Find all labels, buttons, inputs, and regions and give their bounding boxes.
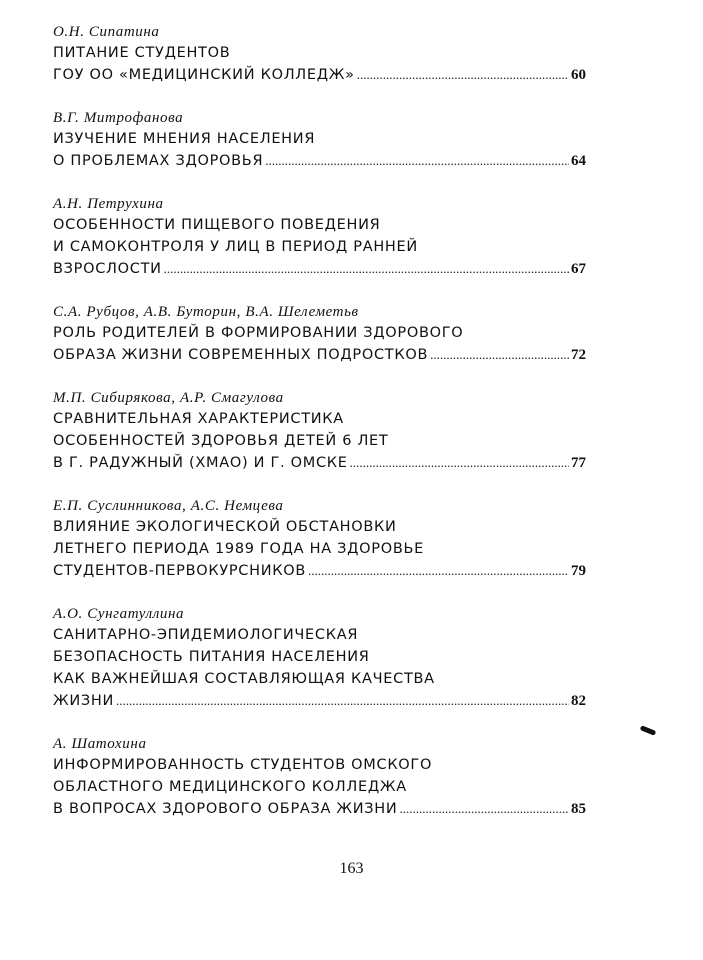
entry-page-number: 82 [571, 693, 586, 709]
entry-author: А.О. Сунгатуллина [53, 606, 185, 622]
scan-mark [640, 725, 657, 736]
page-number: 163 [339, 860, 364, 877]
toc-entry [53, 388, 586, 474]
entry-title-line: ИНФОРМИРОВАННОСТЬ СТУДЕНТОВ ОМСКОГО [53, 757, 433, 773]
dot-leader [265, 150, 569, 172]
entry-title-last-line [53, 64, 586, 86]
entry-page-number: 60 [571, 67, 586, 83]
entry-title-line: ОСОБЕННОСТИ ПИЩЕВОГО ПОВЕДЕНИЯ [53, 217, 381, 233]
entry-page-number: 67 [571, 261, 586, 277]
dot-leader [430, 344, 569, 366]
toc-entry [53, 496, 586, 582]
toc-entry [53, 108, 586, 172]
entry-title-text: В ВОПРОСАХ ЗДОРОВОГО ОБРАЗА ЖИЗНИ [53, 801, 398, 817]
entry-author: А. Шатохина [53, 736, 147, 752]
entry-page-number: 77 [571, 455, 586, 471]
entry-title-line: САНИТАРНО-ЭПИДЕМИОЛОГИЧЕСКАЯ [53, 627, 359, 643]
entry-page-number: 64 [571, 153, 586, 169]
entry-title-text: ВЗРОСЛОСТИ [53, 261, 162, 277]
entry-title-line: ИЗУЧЕНИЕ МНЕНИЯ НАСЕЛЕНИЯ [53, 131, 316, 147]
entry-title-last-line [53, 258, 586, 280]
toc-entry [53, 604, 586, 712]
dot-leader [308, 560, 569, 582]
entry-title-last-line [53, 150, 586, 172]
entry-title-line: ОСОБЕННОСТЕЙ ЗДОРОВЬЯ ДЕТЕЙ 6 ЛЕТ [53, 433, 389, 449]
entry-title-text: В Г. РАДУЖНЫЙ (ХМАО) И Г. ОМСКЕ [53, 455, 348, 471]
toc-entry [53, 734, 586, 820]
entry-title-last-line [53, 798, 586, 820]
entry-title-line: И САМОКОНТРОЛЯ У ЛИЦ В ПЕРИОД РАННЕЙ [53, 239, 418, 255]
entry-title-line: БЕЗОПАСНОСТЬ ПИТАНИЯ НАСЕЛЕНИЯ [53, 649, 370, 665]
entry-title-last-line [53, 690, 586, 712]
toc-entry [53, 302, 586, 366]
toc-entries [53, 22, 586, 820]
entry-title-last-line [53, 344, 586, 366]
entry-author: А.Н. Петрухина [53, 196, 164, 212]
entry-title-text: О ПРОБЛЕМАХ ЗДОРОВЬЯ [53, 153, 264, 169]
entry-title-line: ЛЕТНЕГО ПЕРИОДА 1989 ГОДА НА ЗДОРОВЬЕ [53, 541, 424, 557]
entry-title-text: ЖИЗНИ [53, 693, 115, 709]
entry-title-text: СТУДЕНТОВ-ПЕРВОКУРСНИКОВ [53, 563, 307, 579]
dot-leader [357, 64, 569, 86]
entry-author: В.Г. Митрофанова [53, 110, 184, 126]
entry-title-line: ОБЛАСТНОГО МЕДИЦИНСКОГО КОЛЛЕДЖА [53, 779, 407, 795]
toc-entry [53, 22, 586, 86]
entry-title-line: ВЛИЯНИЕ ЭКОЛОГИЧЕСКОЙ ОБСТАНОВКИ [53, 519, 397, 535]
toc-entry [53, 194, 586, 280]
entry-title-text: ОБРАЗА ЖИЗНИ СОВРЕМЕННЫХ ПОДРОСТКОВ [53, 347, 429, 363]
entry-title-text: ГОУ ОО «МЕДИЦИНСКИЙ КОЛЛЕДЖ» [53, 67, 355, 83]
entry-title-line: ПИТАНИЕ СТУДЕНТОВ [53, 45, 231, 61]
entry-author: Е.П. Суслинникова, А.С. Немцева [53, 498, 284, 514]
entry-title-line: СРАВНИТЕЛЬНАЯ ХАРАКТЕРИСТИКА [53, 411, 344, 427]
dot-leader [116, 690, 569, 712]
entry-title-last-line [53, 452, 586, 474]
entry-author: С.А. Рубцов, А.В. Буторин, В.А. Шелеметьв [53, 304, 359, 320]
dot-leader [164, 258, 569, 280]
entry-author: О.Н. Сипатина [53, 24, 160, 40]
entry-title-line: КАК ВАЖНЕЙШАЯ СОСТАВЛЯЮЩАЯ КАЧЕСТВА [53, 671, 435, 687]
dot-leader [399, 798, 569, 820]
entry-title-line: РОЛЬ РОДИТЕЛЕЙ В ФОРМИРОВАНИИ ЗДОРОВОГО [53, 325, 464, 341]
entry-title-last-line [53, 560, 586, 582]
entry-page-number: 85 [571, 801, 586, 817]
dot-leader [350, 452, 569, 474]
table-of-contents [53, 22, 586, 842]
entry-page-number: 72 [571, 347, 586, 363]
entry-page-number: 79 [571, 563, 586, 579]
entry-author: М.П. Сибирякова, А.Р. Смагулова [53, 390, 284, 406]
